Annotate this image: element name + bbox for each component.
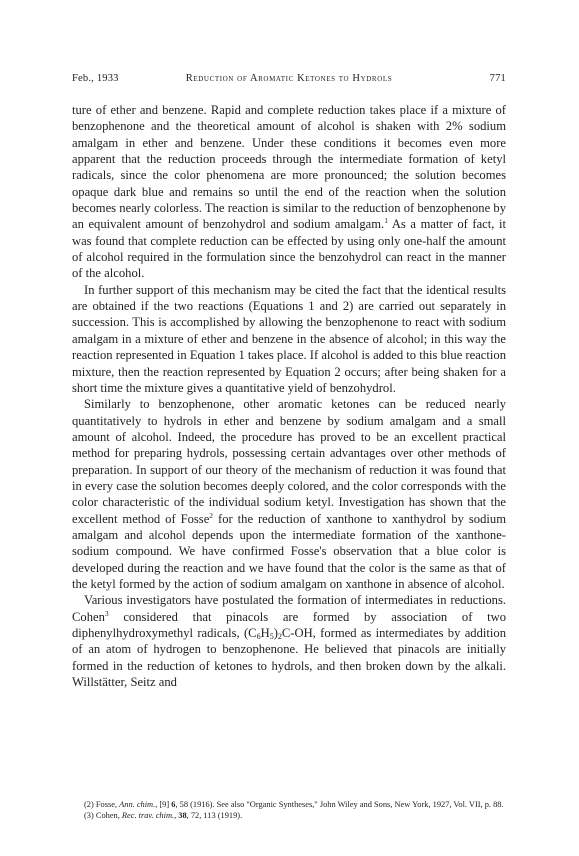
footnote-3-number: (3) bbox=[84, 810, 94, 820]
footnote-ref-3: 3 bbox=[104, 608, 109, 618]
formula-subscript: 5 bbox=[269, 632, 274, 641]
footnote-2-number: (2) bbox=[84, 800, 94, 809]
formula-part: ) bbox=[273, 626, 278, 640]
footnote-2-volume: 6 bbox=[171, 800, 176, 809]
footnote-ref-2: 2 bbox=[209, 510, 214, 520]
article-body bbox=[72, 102, 506, 690]
paragraph-1-text-b: As a matter of fact, it was found that complete reduction can be effected by using only one-half the amount of alcohol required in the formulation since the benzohydrol can react in the manner of the alcohol. bbox=[72, 217, 506, 281]
paragraph-1-text-a: ture of ether and benzene. Rapid and complete reduction takes place if a mixture of benzophenone and the theoretical amount of alcohol is shaken with 2% sodium amalgam in ether and benzene. Under these conditions it becomes even more apparent that the reduction proceeds through the intermediate formation of ketyl radicals, since the color phenomena are more pronounced; the solution becomes opaque dark blue and remains so until the end of the reaction when the solution becomes nearly colorless. The reaction is similar to the reduction of benzophenone by an equivalent amount of benzohydrol and sodium amalgam. bbox=[72, 103, 506, 232]
running-header bbox=[72, 73, 506, 89]
formula-subscript: 2 bbox=[277, 632, 282, 641]
footnote-3 bbox=[72, 811, 506, 822]
paragraph-2: In further support of this mechanism may be cited the fact that the identical results are obtained if the two reactions (Equations 1 and 2) are carried out separately in succession. This is accomplished by allowing the benzophenone to react with sodium amalgam in a mixture of ether and benzene in the absence of alcohol; in this way the reaction represented in Equation 1 takes place. If alcohol is added to this blue reaction mixture, then the reaction represented by Equation 2 occurs; after being shaken for a short time the mixture gives a quantitative yield of benzohydrol. bbox=[72, 282, 506, 395]
header-date: Feb., 1933 bbox=[72, 73, 119, 84]
footnote-2-rest: , 58 (1916). See also "Organic Syntheses," John Wiley and Sons, New York, 1927, Vol. VII, p. 88. bbox=[175, 800, 504, 809]
footnote-3-author: Cohen, bbox=[95, 810, 120, 820]
paragraph-4-text-a: Various investigators have postulated the formation of intermediates in reductions. Cohen bbox=[72, 593, 506, 624]
paragraph-4-text-c: C-OH, formed as intermediates by addition of an atom of hydrogen to benzophenone. He believed that pinacols are initially formed in the reduction of ketones to hydrols, and then broken down by the alkali. Willstätter, Seitz and bbox=[72, 626, 506, 690]
paragraph-3-text-b: for the reduction of xanthone to xanthydrol by sodium amalgam and alcohol depends upon the intermediate formation of the xanthone-sodium compound. We have confirmed Fosse's observation that a blue color is developed during the reaction and we have found that the color is the same as that of the ketyl formed by the action of sodium amalgam on xanthone in absence of alcohol. bbox=[72, 511, 506, 591]
footnote-2-journal: Ann. chim., bbox=[119, 800, 158, 809]
footnote-2-series: [9] bbox=[157, 800, 172, 809]
paragraph-4-text-b: considered that pinacols are formed by association of two diphenylhydroxymethyl radicals, (C bbox=[72, 609, 506, 640]
formula-subscript: 6 bbox=[256, 632, 261, 641]
footnotes bbox=[72, 800, 506, 822]
page-number: 771 bbox=[489, 73, 506, 84]
footnote-2-author: Fosse, bbox=[95, 800, 118, 809]
paragraph-1 bbox=[72, 102, 506, 282]
paragraph-3-text-a: Similarly to benzophenone, other aromatic ketones can be reduced nearly quantitatively to hydrols in ether and benzene by sodium amalgam and a small amount of alcohol. Indeed, the procedure has proved to be an excellent practical method for preparing hydrols, possessing certain advantages over other methods of preparation. In support of our theory of the mechanism of reduction it was found that in every case the solution becomes deeply colored, and the color corresponds with the color characteristic of the individual sodium ketyl. Investigation has shown that the excellent method of Fosse bbox=[72, 397, 506, 526]
footnote-3-volume: 38 bbox=[178, 810, 187, 820]
paragraph-4 bbox=[72, 592, 506, 690]
header-title: Reduction of Aromatic Ketones to Hydrols bbox=[185, 73, 393, 84]
footnote-ref-1: 1 bbox=[384, 216, 388, 226]
formula-part: H bbox=[260, 626, 270, 640]
footnote-3-rest: , 72, 113 (1919). bbox=[186, 810, 243, 820]
footnote-2 bbox=[72, 800, 506, 811]
paragraph-3 bbox=[72, 396, 506, 592]
footnote-3-journal: Rec. trav. chim., bbox=[121, 810, 177, 820]
